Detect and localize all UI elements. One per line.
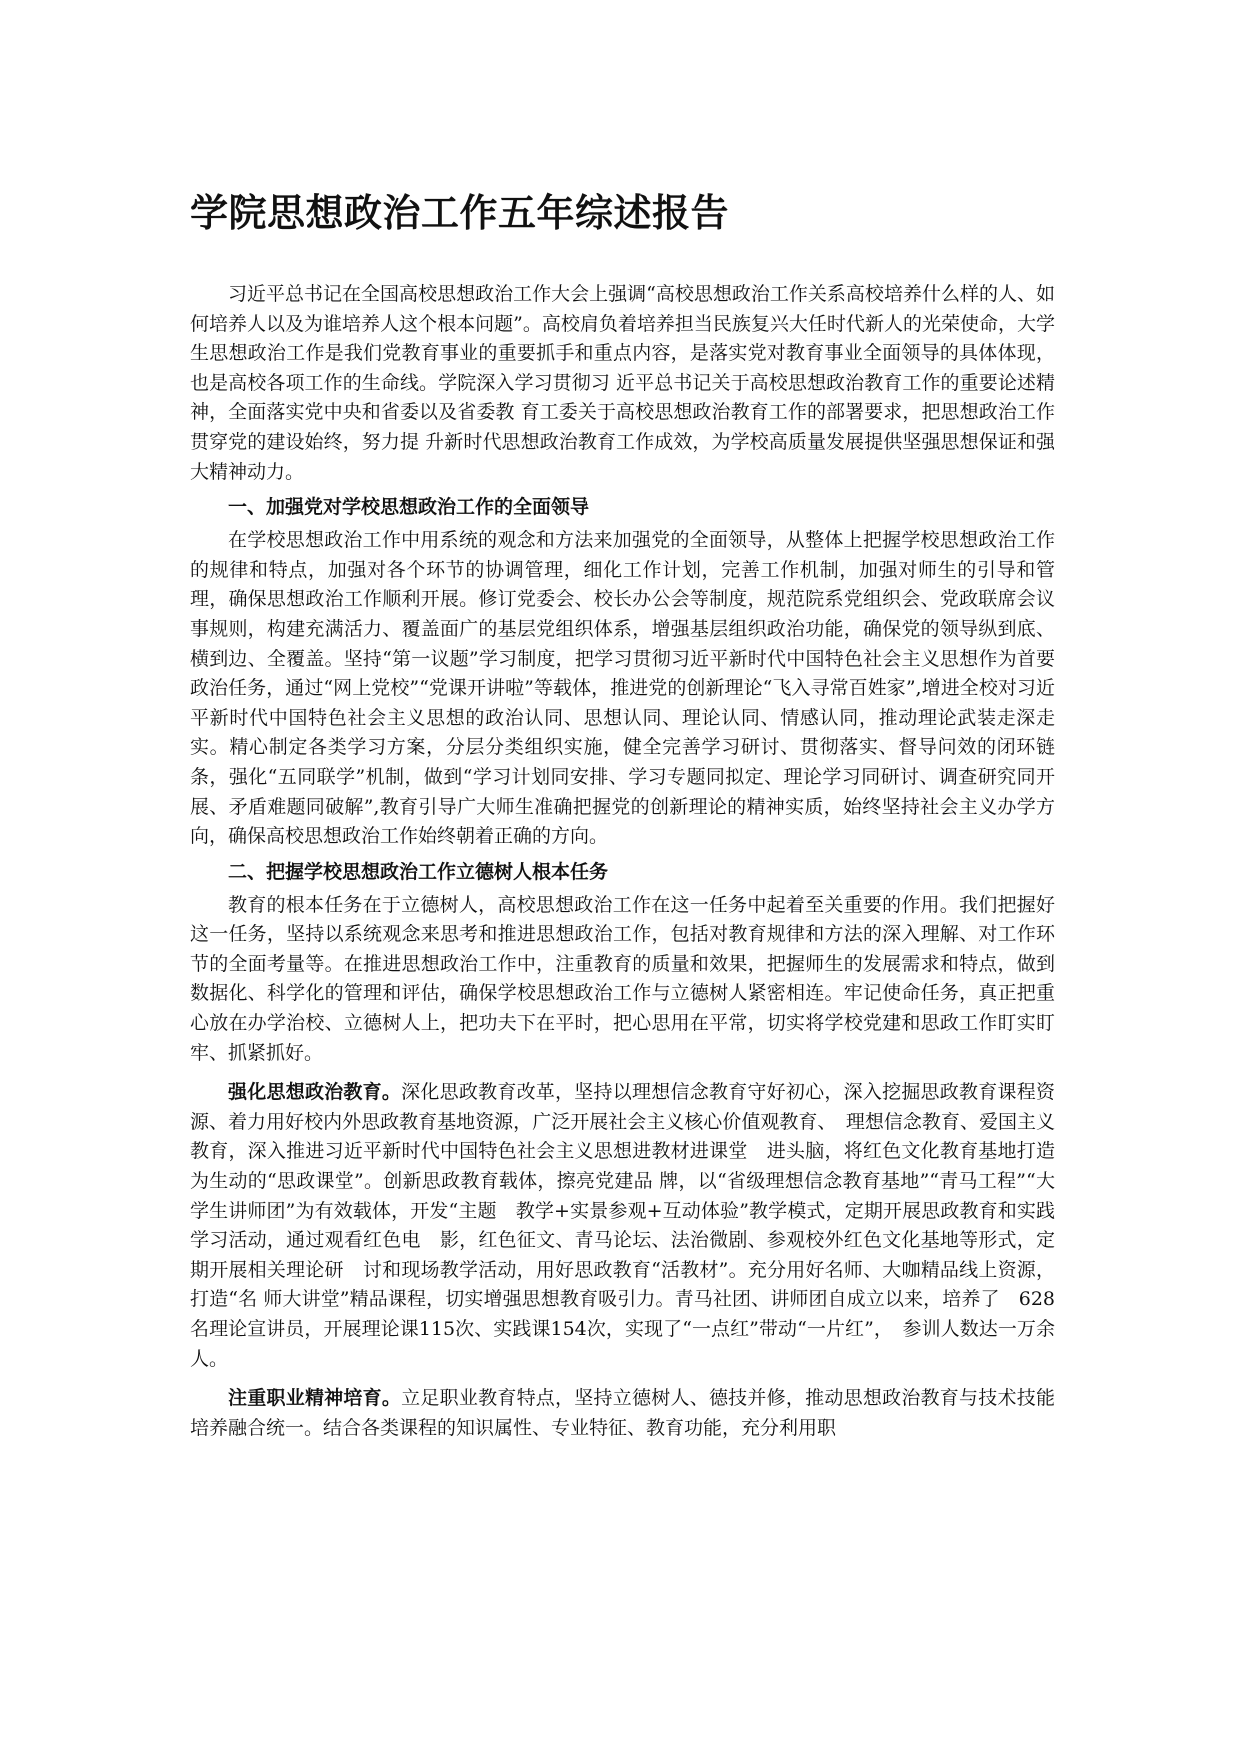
section-2-item-2-paragraph [190, 1384, 1055, 1443]
section-2-heading: 二、把握学校思想政治工作立德树人根本任务 [228, 860, 609, 883]
section-1-paragraph: 在学校思想政治工作中用系统的观念和方法来加强党的全面领导，从整体上把握学校思想政治工作的规律和特点，加强对各个环节的协调管理，细化工作计划，完善工作机制，加强对师生的引导和管理，确保思想政治工作顺利开展。修订党委会、校长办公会等制度，规范院系党组织会、党政联席会议事规则，构建充满活力、覆盖面广的基层党组织体系，增强基层组织政治功能，确保党的领导纵到底、横到边、全覆盖。坚持“第一议题”学习制度，把学习贯彻习近平新时代中国特色社会主义思想作为首要政治任务，通过“网上党校”“党课开讲啦”等载体，推进党的创新理论“飞入寻常百姓家”,增进全校对习近平新时代中国特色社会主义思想的政治认同、思想认同、理论认同、情感认同，推动理论武装走深走实。精心制定各类学习方案，分层分类组织实施，健全完善学习研讨、贯彻落实、督导问效的闭环链条，强化“五同联学”机制，做到“学习计划同安排、学习专题同拟定、理论学习同研讨、调查研究同开展、矛盾难题同破解”,教育引导广大师生准确把握党的创新理论的精神实质，始终坚持社会主义办学方向，确保高校思想政治工作始终朝着正确的方向。 [190, 529, 1055, 848]
section-2-item-1-text: 深化思政教育改革，坚持以理想信念教育守好初心，深入挖掘思政教育课程资源、着力用好校内外思政教育基地资源，广泛开展社会主义核心价值观教育、 理想信念教育、爱国主义教育，深入推进习近平新时代中国特色社会主义思想进教材进课堂 进头脑，将红色文化教育基地打造为生动的“思政课堂”。创新思政教育载体，擦亮党建品 牌，以“省级理想信念教育基地”“青马工程”“大学生讲师团”为有效载体，开发“主题 教学+实景参观+互动体验”教学模式，定期开展思政教育和实践学习活动，通过观看红色电 影，红色征文、青马论坛、法治微剧、参观校外红色文化基地等形式，定期开展相关理论研 讨和现场教学活动，用好思政教育“活教材”。充分用好名师、大咖精品线上资源，打造“名 师大讲堂”精品课程，切实增强思想教育吸引力。青马社团、讲师团自成立以来，培养了 628名理论宣讲员，开展理论课115次、实践课154次，实现了“一点红”带动“一片红”， 参训人数达一万余人。 [190, 1081, 1055, 1370]
section-2-item-2-text: 立足职业教育特点，坚持立德树人、德技并修，推动思想政治教育与技术技能培养融合统一。结合各类课程的知识属性、专业特征、教育功能，充分利用职 [190, 1387, 1055, 1439]
document-title: 学院思想政治工作五年综述报告 [190, 191, 730, 235]
section-2-item-2-lead: 注重职业精神培育。 [228, 1387, 402, 1410]
section-2-item-1-lead: 强化思想政治教育。 [228, 1081, 402, 1104]
intro-paragraph: 习近平总书记在全国高校思想政治工作大会上强调“高校思想政治工作关系高校培养什么样的人、如何培养人以及为谁培养人这个根本问题”。高校肩负着培养担当民族复兴大任时代新人的光荣使命，大学生思想政治工作是我们党教育事业的重要抓手和重点内容，是落实党对教育事业全面领导的具体体现，也是高校各项工作的生命线。学院深入学习贯彻习 近平总书记关于高校思想政治教育工作的重要论述精神，全面落实党中央和省委以及省委教 育工委关于高校思想政治教育工作的部署要求，把思想政治工作贯穿党的建设始终，努力提 升新时代思想政治教育工作成效，为学校高质量发展提供坚强思想保证和强大精神动力。 [190, 283, 1055, 483]
section-2-item-1-paragraph [190, 1078, 1055, 1374]
section-2-paragraph: 教育的根本任务在于立德树人，高校思想政治工作在这一任务中起着至关重要的作用。我们把握好这一任务，坚持以系统观念来思考和推进思想政治工作，包括对教育规律和方法的深入理解、对工作环节的全面考量等。在推进思想政治工作中，注重教育的质量和效果，把握师生的发展需求和特点，做到数据化、科学化的管理和评估，确保学校思想政治工作与立德树人紧密相连。牢记使命任务，真正把重心放在办学治校、立德树人上，把功夫下在平时，把心思用在平常，切实将学校党建和思政工作盯实盯牢、抓紧抓好。 [190, 893, 1055, 1064]
section-1-heading: 一、加强党对学校思想政治工作的全面领导 [228, 496, 590, 519]
document-body [190, 186, 1055, 1443]
